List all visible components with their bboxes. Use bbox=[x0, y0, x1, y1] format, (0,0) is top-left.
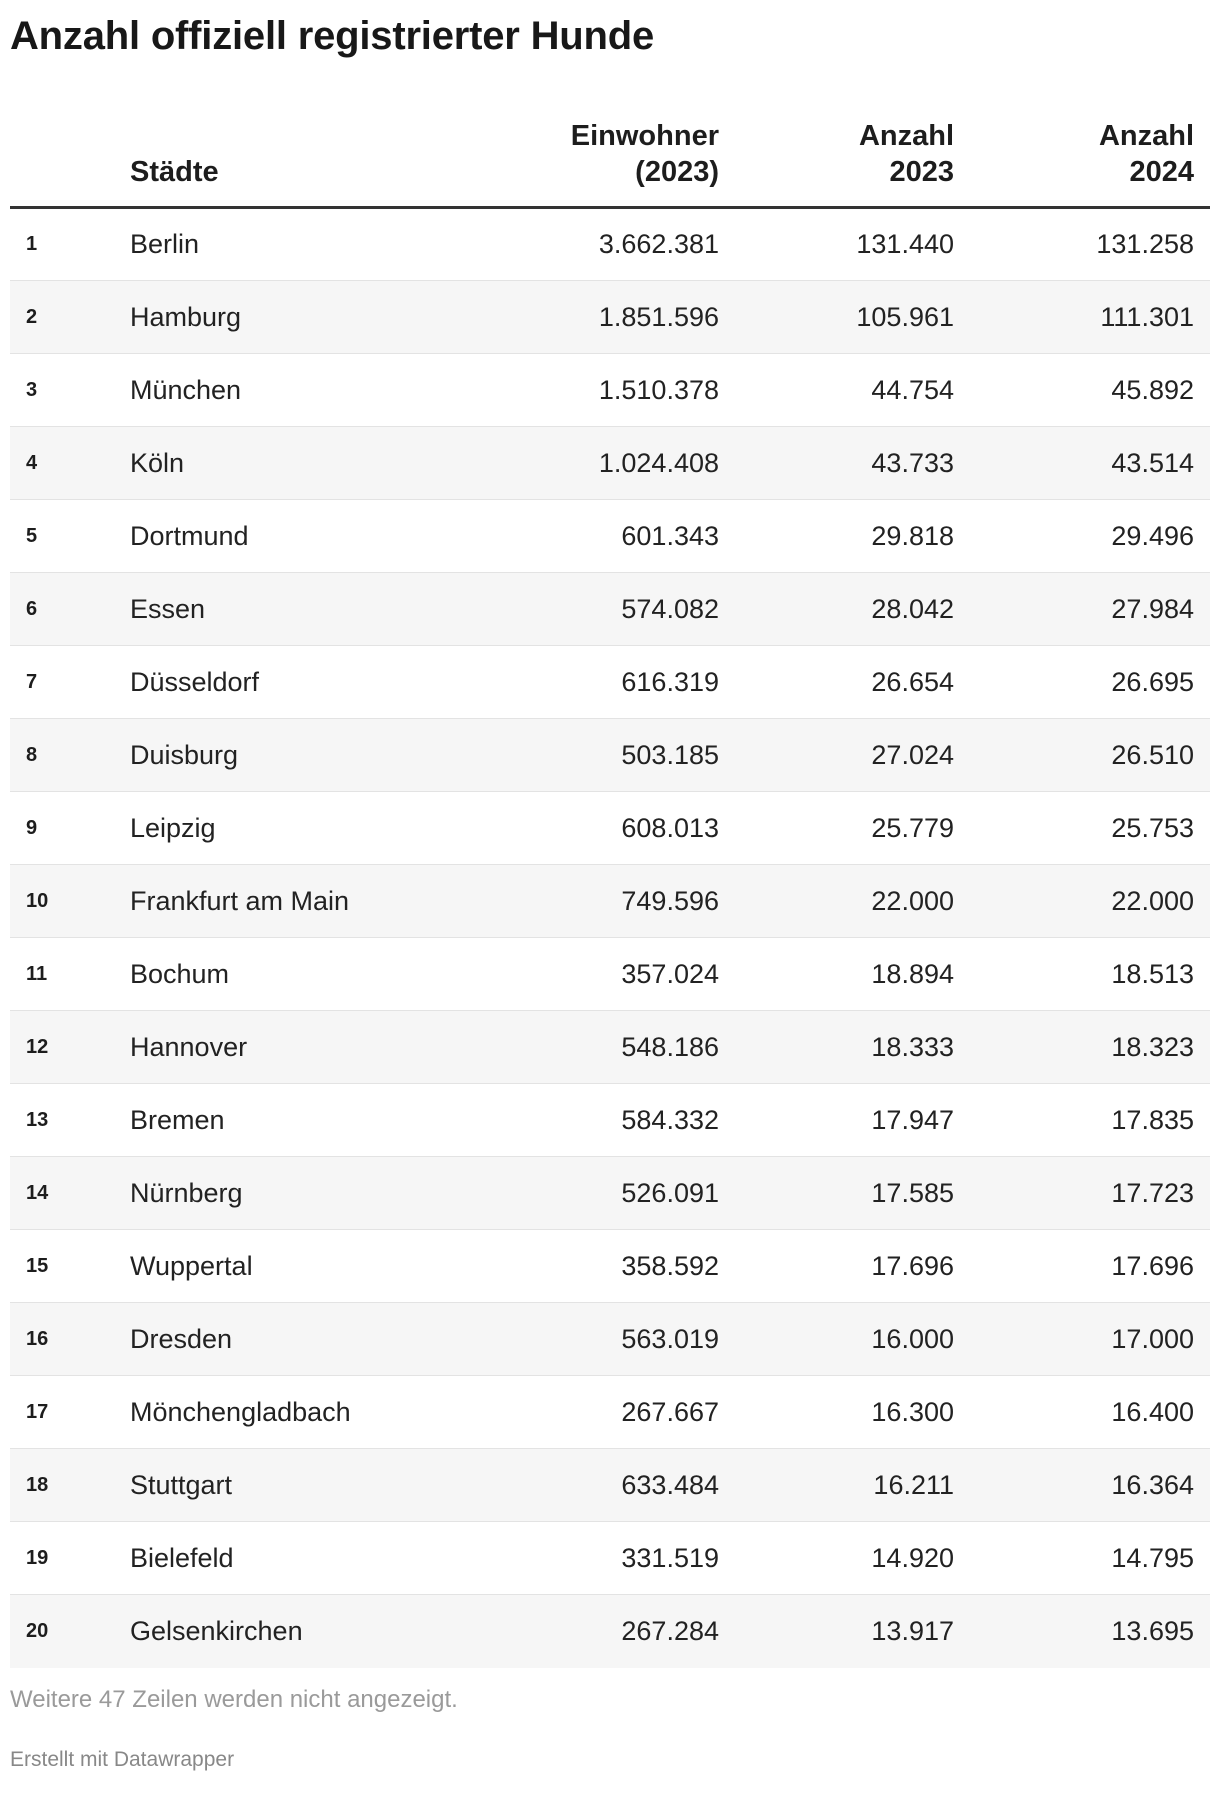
table-row bbox=[10, 1376, 1210, 1449]
cell-rank: 3 bbox=[10, 354, 114, 427]
table-row bbox=[10, 792, 1210, 865]
table-row bbox=[10, 1595, 1210, 1668]
table-row bbox=[10, 1303, 1210, 1376]
header-row bbox=[10, 118, 1210, 208]
cell-count-2023: 13.917 bbox=[871, 1615, 954, 1646]
table-body bbox=[10, 208, 1210, 1668]
cell-rank: 1 bbox=[10, 208, 114, 281]
cell-count-2024: 111.301 bbox=[970, 281, 1210, 354]
cell-city: Düsseldorf bbox=[114, 646, 460, 719]
hidden-rows-note: Weitere 47 Zeilen werden nicht angezeigt. bbox=[10, 1685, 458, 1713]
table-row bbox=[10, 1157, 1210, 1230]
cell-count-2023: 44.754 bbox=[735, 354, 970, 427]
cell-rank: 13 bbox=[10, 1084, 114, 1157]
cell-count-2024: 45.892 bbox=[970, 354, 1210, 427]
cell-city: Dresden bbox=[114, 1303, 460, 1376]
cell-city: München bbox=[114, 354, 460, 427]
cell-population: 616.319 bbox=[460, 646, 735, 719]
cell-population: 548.186 bbox=[460, 1011, 735, 1084]
cell-rank: 5 bbox=[10, 500, 114, 573]
cell-count-2023: 29.818 bbox=[735, 500, 970, 573]
cell-population: 1.510.378 bbox=[460, 354, 735, 427]
cell-count-2024: 27.984 bbox=[970, 573, 1210, 646]
cell-city: Essen bbox=[114, 573, 460, 646]
table-row bbox=[10, 354, 1210, 427]
cell-rank: 4 bbox=[10, 427, 114, 500]
cell-population: 601.343 bbox=[460, 500, 735, 573]
table-row bbox=[10, 938, 1210, 1011]
data-table bbox=[10, 118, 1210, 1668]
cell-count-2024: 22.000 bbox=[970, 865, 1210, 938]
cell-count-2023: 105.961 bbox=[735, 281, 970, 354]
header-population-line1: Einwohner bbox=[570, 120, 719, 152]
cell-population: 358.592 bbox=[460, 1230, 735, 1303]
cell-city: Hannover bbox=[114, 1011, 460, 1084]
cell-population: 1.024.408 bbox=[460, 427, 735, 500]
cell-count-2024: 18.323 bbox=[970, 1011, 1210, 1084]
table-row bbox=[10, 208, 1210, 281]
cell-city: Bochum bbox=[114, 938, 460, 1011]
cell-population: 503.185 bbox=[460, 719, 735, 792]
cell-rank: 19 bbox=[10, 1522, 114, 1595]
cell-city: Frankfurt am Main bbox=[114, 865, 460, 938]
cell-count-2023: 131.440 bbox=[735, 208, 970, 281]
table-row bbox=[10, 1449, 1210, 1522]
cell-population: 563.019 bbox=[460, 1303, 735, 1376]
cell-count-2024: 17.000 bbox=[970, 1303, 1210, 1376]
cell-count-2023: 18.333 bbox=[735, 1011, 970, 1084]
cell-count-2024: 43.514 bbox=[970, 427, 1210, 500]
cell-rank: 16 bbox=[10, 1303, 114, 1376]
header-count-2023-line1: Anzahl bbox=[858, 120, 954, 152]
cell-city: Hamburg bbox=[114, 281, 460, 354]
cell-count-2023: 14.920 bbox=[735, 1522, 970, 1595]
cell-population: 749.596 bbox=[460, 865, 735, 938]
table-header bbox=[10, 118, 1210, 208]
header-count-2023[interactable] bbox=[735, 118, 970, 208]
cell-rank: 10 bbox=[10, 865, 114, 938]
header-count-2024-line2: 2024 bbox=[1129, 156, 1194, 188]
cell-city: Stuttgart bbox=[114, 1449, 460, 1522]
cell-city: Duisburg bbox=[114, 719, 460, 792]
cell-count-2023: 26.654 bbox=[735, 646, 970, 719]
cell-population: 357.024 bbox=[460, 938, 735, 1011]
table-row bbox=[10, 1230, 1210, 1303]
cell-population: 608.013 bbox=[460, 792, 735, 865]
cell-count-2023: 27.024 bbox=[735, 719, 970, 792]
table-row bbox=[10, 427, 1210, 500]
table-row bbox=[10, 1084, 1210, 1157]
cell-count-2023: 16.300 bbox=[735, 1376, 970, 1449]
cell-city: Wuppertal bbox=[114, 1230, 460, 1303]
header-population-line2: (2023) bbox=[635, 156, 719, 188]
cell-count-2024: 16.364 bbox=[970, 1449, 1210, 1522]
cell-rank: 2 bbox=[10, 281, 114, 354]
cell-rank: 15 bbox=[10, 1230, 114, 1303]
datawrapper-credit[interactable]: Erstellt mit Datawrapper bbox=[10, 1747, 235, 1771]
cell-rank: 8 bbox=[10, 719, 114, 792]
cell-count-2023: 22.000 bbox=[735, 865, 970, 938]
table-row bbox=[10, 719, 1210, 792]
cell-city: Berlin bbox=[114, 208, 460, 281]
cell-city: Gelsenkirchen bbox=[130, 1615, 303, 1646]
table-row bbox=[10, 1522, 1210, 1595]
cell-count-2024: 26.695 bbox=[970, 646, 1210, 719]
header-count-2023-line2: 2023 bbox=[889, 156, 954, 188]
table-row bbox=[10, 1011, 1210, 1084]
cell-rank: 12 bbox=[10, 1011, 114, 1084]
cell-rank: 18 bbox=[10, 1449, 114, 1522]
cell-count-2024: 18.513 bbox=[970, 938, 1210, 1011]
cell-count-2023: 43.733 bbox=[735, 427, 970, 500]
cell-population: 1.851.596 bbox=[460, 281, 735, 354]
cell-count-2023: 25.779 bbox=[735, 792, 970, 865]
cell-rank: 20 bbox=[26, 1619, 49, 1642]
header-rank[interactable] bbox=[10, 118, 114, 208]
cell-count-2023: 28.042 bbox=[735, 573, 970, 646]
cell-rank: 14 bbox=[10, 1157, 114, 1230]
cell-population: 331.519 bbox=[460, 1522, 735, 1595]
table-row bbox=[10, 646, 1210, 719]
cell-rank: 6 bbox=[10, 573, 114, 646]
header-count-2024-line1: Anzahl bbox=[1098, 120, 1194, 152]
cell-count-2024: 16.400 bbox=[970, 1376, 1210, 1449]
header-count-2024[interactable] bbox=[970, 118, 1210, 208]
cell-count-2024: 14.795 bbox=[970, 1522, 1210, 1595]
cell-population: 3.662.381 bbox=[460, 208, 735, 281]
cell-count-2024: 17.723 bbox=[970, 1157, 1210, 1230]
table-row bbox=[10, 865, 1210, 938]
cell-count-2023: 17.585 bbox=[735, 1157, 970, 1230]
header-city[interactable] bbox=[114, 118, 460, 208]
table-row bbox=[10, 281, 1210, 354]
cell-count-2024: 131.258 bbox=[970, 208, 1210, 281]
cell-rank: 17 bbox=[10, 1376, 114, 1449]
table-row bbox=[10, 573, 1210, 646]
chart-title: Anzahl offiziell registrierter Hunde bbox=[10, 14, 655, 58]
header-city-label: Städte bbox=[130, 156, 219, 188]
cell-population: 267.667 bbox=[460, 1376, 735, 1449]
cell-city: Mönchengladbach bbox=[114, 1376, 460, 1449]
cell-city: Nürnberg bbox=[114, 1157, 460, 1230]
cell-city: Leipzig bbox=[114, 792, 460, 865]
cell-population: 584.332 bbox=[460, 1084, 735, 1157]
cell-count-2023: 17.947 bbox=[735, 1084, 970, 1157]
cell-population: 574.082 bbox=[460, 573, 735, 646]
cell-rank: 11 bbox=[10, 938, 114, 1011]
cell-count-2024: 29.496 bbox=[970, 500, 1210, 573]
cell-count-2024: 25.753 bbox=[970, 792, 1210, 865]
chart-container bbox=[10, 0, 1210, 1774]
cell-count-2024: 13.695 bbox=[1111, 1615, 1194, 1646]
cell-rank: 7 bbox=[10, 646, 114, 719]
cell-population: 267.284 bbox=[621, 1615, 719, 1646]
cell-city: Bielefeld bbox=[114, 1522, 460, 1595]
cell-count-2024: 26.510 bbox=[970, 719, 1210, 792]
cell-city: Bremen bbox=[114, 1084, 460, 1157]
cell-count-2024: 17.696 bbox=[970, 1230, 1210, 1303]
cell-city: Köln bbox=[114, 427, 460, 500]
table-row bbox=[10, 500, 1210, 573]
cell-count-2023: 18.894 bbox=[735, 938, 970, 1011]
cell-count-2024: 17.835 bbox=[970, 1084, 1210, 1157]
cell-population: 633.484 bbox=[460, 1449, 735, 1522]
cell-rank: 9 bbox=[10, 792, 114, 865]
header-population[interactable] bbox=[460, 118, 735, 208]
cell-count-2023: 17.696 bbox=[735, 1230, 970, 1303]
cell-city: Dortmund bbox=[114, 500, 460, 573]
cell-count-2023: 16.211 bbox=[735, 1449, 970, 1522]
cell-population: 526.091 bbox=[460, 1157, 735, 1230]
cell-count-2023: 16.000 bbox=[735, 1303, 970, 1376]
